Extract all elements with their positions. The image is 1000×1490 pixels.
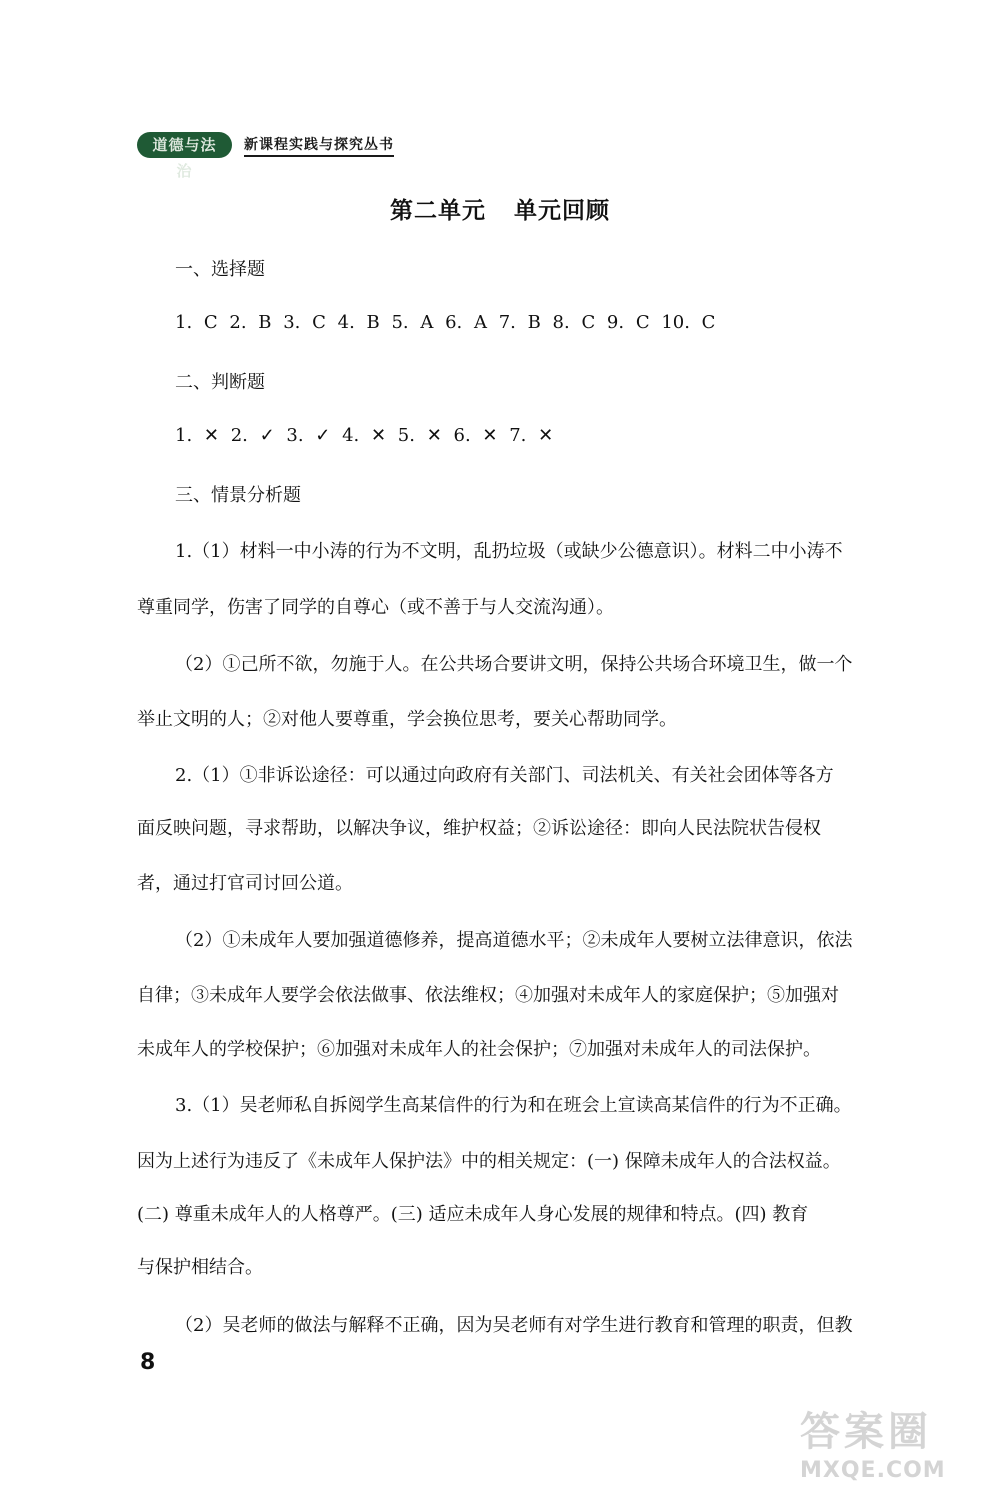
paragraph-line: （2）吴老师的做法与解释不正确，因为吴老师有对学生进行教育和管理的职责，但教 (175, 1315, 853, 1336)
section-heading-scenario: 三、情景分析题 (175, 485, 301, 506)
paragraph-line: 3.（1）吴老师私自拆阅学生高某信件的行为和在班会上宣读高某信件的行为不正确。 (175, 1095, 852, 1116)
paragraph-line: 与保护相结合。 (137, 1257, 263, 1278)
judge-answers: 1. ✕ 2. ✓ 3. ✓ 4. ✕ 5. ✕ 6. ✕ 7. ✕ (175, 425, 554, 446)
section-heading-judge: 二、判断题 (175, 372, 265, 393)
paragraph-line: 尊重同学，伤害了同学的自尊心（或不善于与人交流沟通）。 (137, 597, 614, 618)
unit-title-part2: 单元回顾 (514, 198, 610, 224)
watermark (800, 1410, 985, 1483)
paragraph-line: 因为上述行为违反了《未成年人保护法》中的相关规定：(一) 保障未成年人的合法权益。 (137, 1151, 841, 1172)
paragraph-line: 自律；③未成年人要学会依法做事、依法维权；④加强对未成年人的家庭保护；⑤加强对 (137, 985, 839, 1006)
watermark-url: MXQE.COM (800, 1458, 946, 1483)
section-heading-choice: 一、选择题 (175, 259, 265, 280)
paragraph-line: （2）①未成年人要加强道德修养，提高道德水平；②未成年人要树立法律意识，依法 (175, 930, 853, 951)
paragraph-line: 未成年人的学校保护；⑥加强对未成年人的社会保护；⑦加强对未成年人的司法保护。 (137, 1039, 821, 1060)
paragraph-line: (二) 尊重未成年人的人格尊严。(三) 适应未成年人身心发展的规律和特点。(四) 教育 (137, 1204, 809, 1225)
unit-title-part1: 第二单元 (390, 198, 486, 224)
page-header (137, 130, 394, 180)
watermark-logo-text: 答案圈 (800, 1409, 932, 1455)
paragraph-line: 2.（1）①非诉讼途径：可以通过向政府有关部门、司法机关、有关社会团体等各方 (175, 765, 834, 786)
paragraph-line: （2）①己所不欲，勿施于人。在公共场合要讲文明，保持公共场合环境卫生，做一个 (175, 654, 853, 675)
paragraph-line: 者，通过打官司讨回公道。 (137, 873, 353, 894)
paragraph-line: 1.（1）材料一中小涛的行为不文明，乱扔垃圾（或缺少公德意识）。材料二中小涛不 (175, 541, 843, 562)
choice-answers: 1. C 2. B 3. C 4. B 5. A 6. A 7. B 8. C 9. C 10. C (175, 312, 716, 333)
book-series-title: 新课程实践与探究丛书 (244, 134, 394, 157)
page-number: 8 (140, 1350, 156, 1375)
paragraph-line: 举止文明的人；②对他人要尊重，学会换位思考，要关心帮助同学。 (137, 709, 677, 730)
unit-title (0, 192, 1000, 225)
subject-badge: 道德与法治 (137, 132, 232, 158)
paragraph-line: 面反映问题，寻求帮助，以解决争议，维护权益；②诉讼途径：即向人民法院状告侵权 (137, 818, 821, 839)
